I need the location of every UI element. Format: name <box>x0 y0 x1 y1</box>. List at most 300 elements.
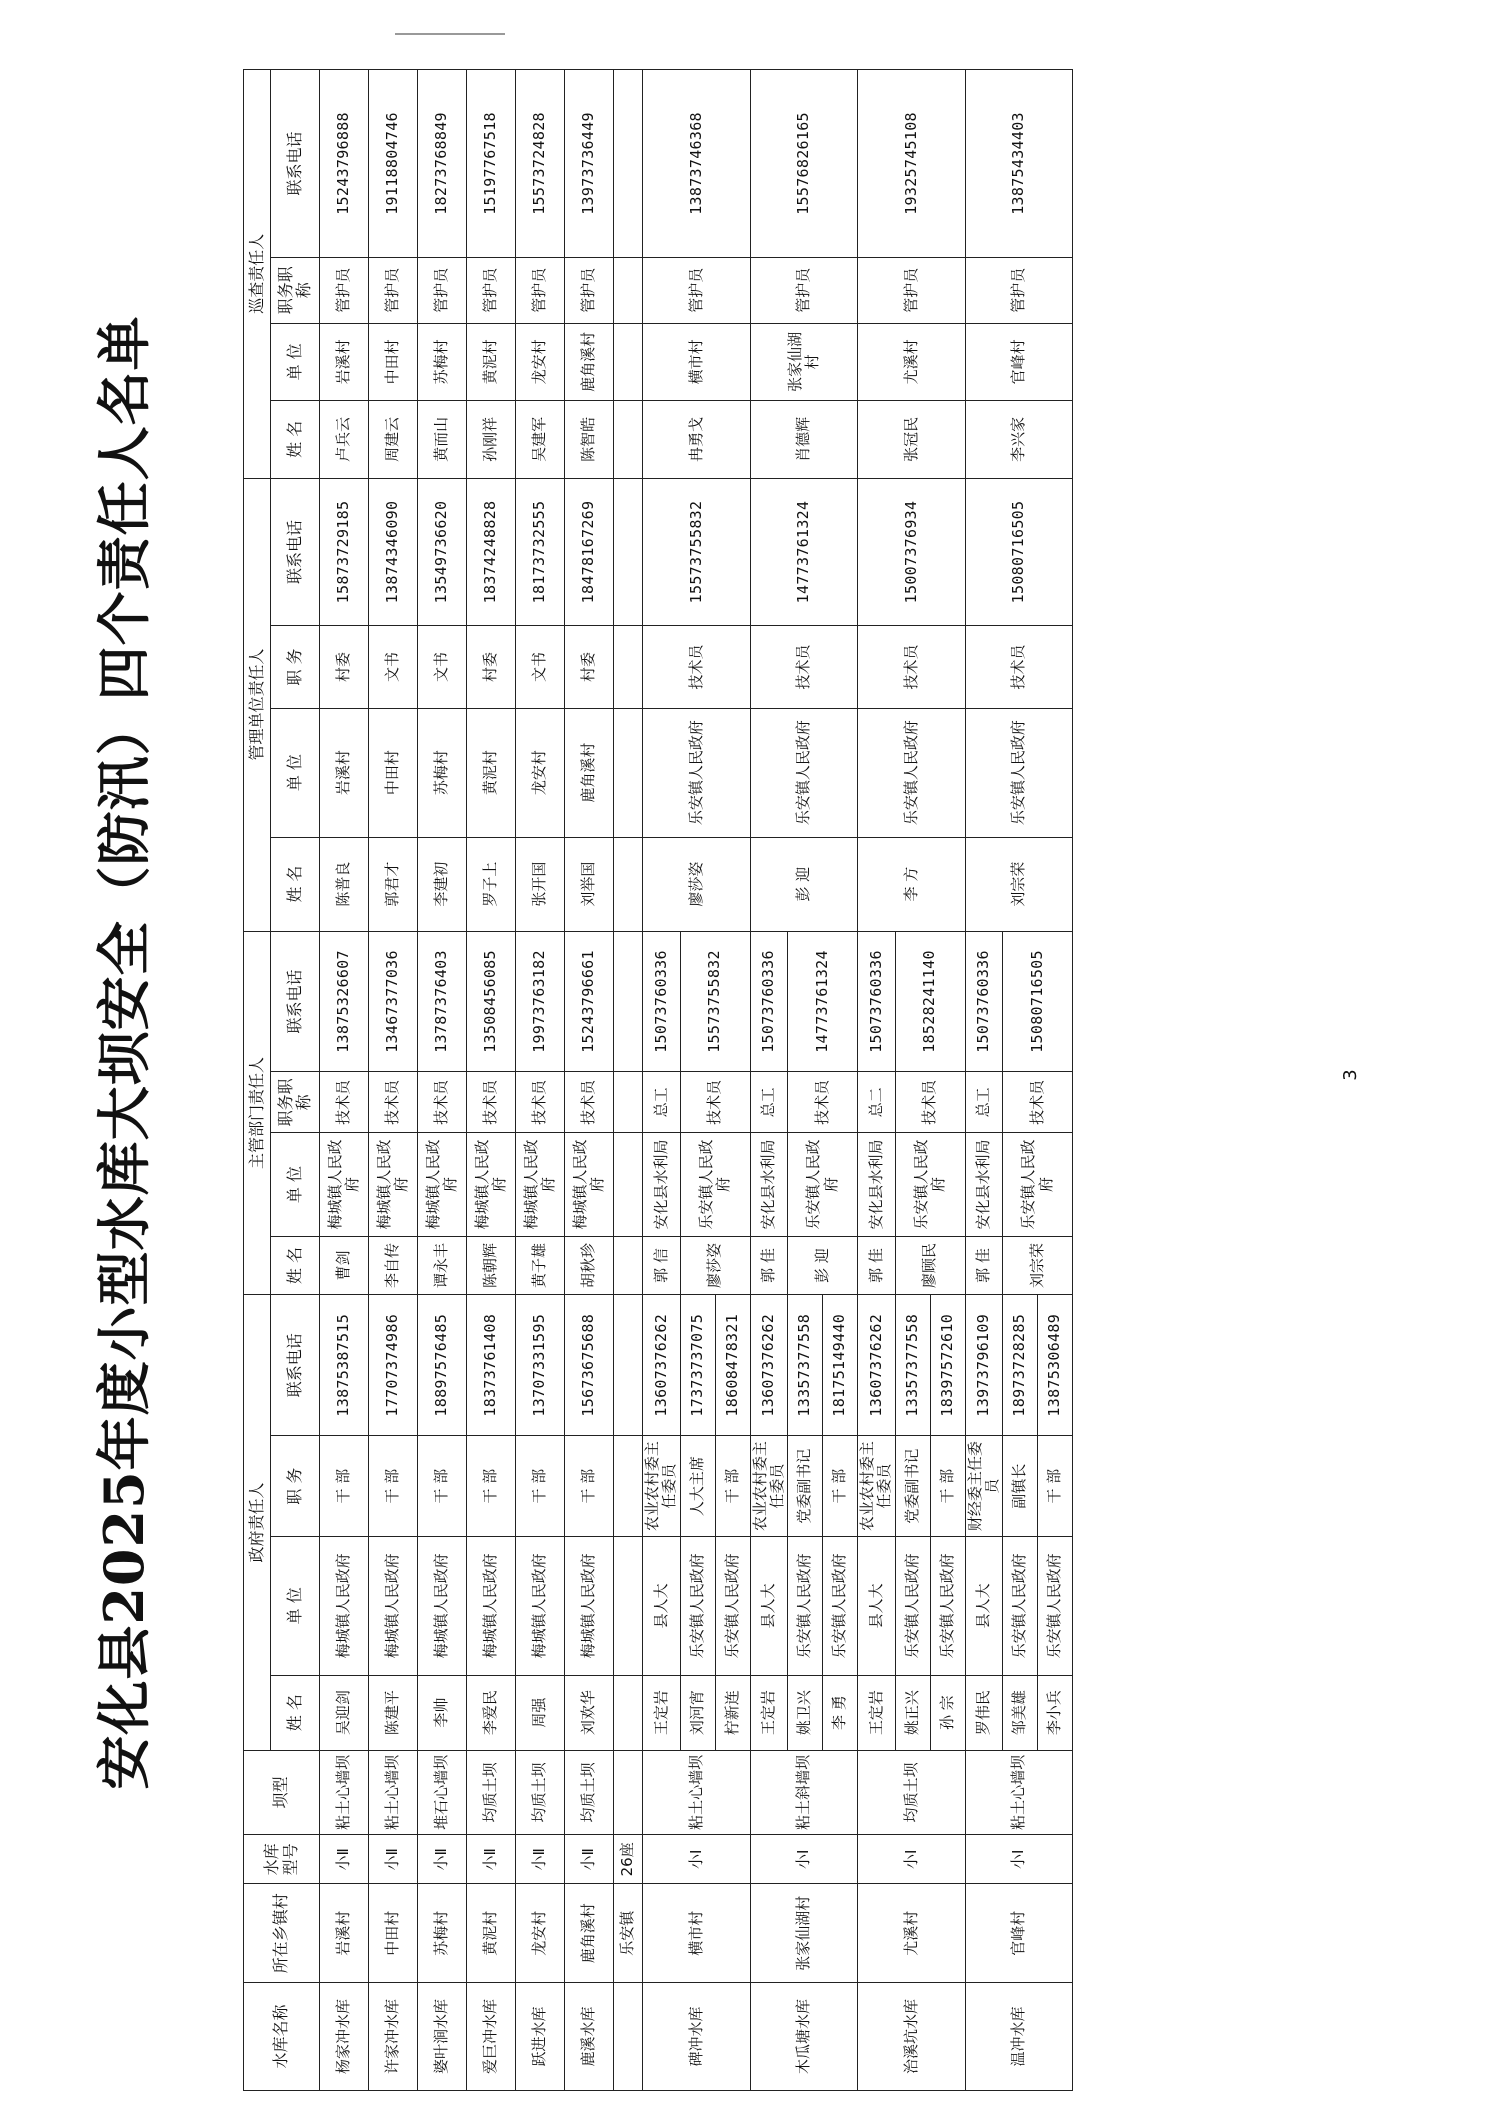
dam-type-cell: 粘土心墙坝 <box>643 1750 751 1834</box>
village-cell: 官峰村 <box>965 1884 1073 1983</box>
village-cell: 龙安村 <box>516 1884 565 1983</box>
group-row <box>614 70 643 2091</box>
mgmt-post-cell: 技术员 <box>965 626 1073 708</box>
patrol-unit-cell: 横市村 <box>643 323 751 400</box>
patrol-post-cell: 管护员 <box>369 257 418 323</box>
blank-cell <box>614 1537 643 1675</box>
dept-post-cell: 技术员 <box>1003 1072 1073 1133</box>
gov-phone-cell: 15673675688 <box>565 1295 614 1436</box>
dept-unit-cell: 梅城镇人民政府 <box>320 1133 369 1236</box>
gov-post-cell: 干 部 <box>516 1436 565 1537</box>
reservoir-name-cell: 许家冲水库 <box>369 1983 418 2091</box>
patrol-phone-cell: 13873746368 <box>643 70 751 258</box>
dept-name-cell: 郭 佳 <box>750 1236 788 1295</box>
dept-phone-cell: 14773761324 <box>788 931 858 1072</box>
header-reservoir-name: 水库名称 <box>244 1983 320 2091</box>
blank-cell <box>614 478 643 626</box>
patrol-phone-cell: 15576826165 <box>750 70 858 258</box>
mgmt-name-cell: 李建初 <box>418 837 467 931</box>
patrol-unit-cell: 鹿角溪村 <box>565 323 614 400</box>
blank-cell <box>614 708 643 837</box>
mgmt-name-cell: 彭 迎 <box>750 837 858 931</box>
dept-phone-cell: 15080716505 <box>1003 931 1073 1072</box>
dept-post-cell: 技术员 <box>788 1072 858 1133</box>
scan-edge-mark <box>395 19 505 35</box>
gov-post-cell: 干 部 <box>930 1436 965 1537</box>
header-dam-type: 坝型 <box>244 1750 320 1834</box>
blank-cell <box>614 1436 643 1537</box>
dam-type-cell: 粘土心墙坝 <box>369 1750 418 1834</box>
gov-name-cell: 王定岩 <box>858 1675 896 1750</box>
reservoir-type-cell: 小Ⅰ <box>965 1835 1073 1884</box>
gov-post-cell: 农业农村委主任委员 <box>858 1436 896 1537</box>
dept-phone-cell: 13787376403 <box>418 931 467 1072</box>
header-mgmt-phone: 联系电话 <box>271 478 320 626</box>
dept-phone-cell: 13467377036 <box>369 931 418 1072</box>
gov-unit-cell: 梅城镇人民政府 <box>418 1537 467 1675</box>
patrol-name-cell: 孙刚祥 <box>467 401 516 478</box>
gov-post-cell: 干 部 <box>369 1436 418 1537</box>
gov-name-cell: 陈建平 <box>369 1675 418 1750</box>
gov-unit-cell: 梅城镇人民政府 <box>369 1537 418 1675</box>
blank-cell <box>614 1750 643 1834</box>
dept-post-cell: 总二 <box>858 1072 896 1133</box>
reservoir-type-cell: 小Ⅰ <box>643 1835 751 1884</box>
gov-unit-cell: 梅城镇人民政府 <box>565 1537 614 1675</box>
dept-phone-cell: 13508456085 <box>467 931 516 1072</box>
table-row <box>516 70 565 2091</box>
gov-phone-cell: 18897576485 <box>418 1295 467 1436</box>
gov-unit-cell: 乐安镇人民政府 <box>1003 1537 1038 1675</box>
header-gov-name: 姓 名 <box>271 1675 320 1750</box>
patrol-post-cell: 管护员 <box>965 257 1073 323</box>
village-cell: 黄泥村 <box>467 1884 516 1983</box>
dept-name-cell: 刘宗荣 <box>1003 1236 1073 1295</box>
gov-post-cell: 干 部 <box>1038 1436 1073 1537</box>
gov-post-cell: 干 部 <box>418 1436 467 1537</box>
mgmt-name-cell: 陈普良 <box>320 837 369 931</box>
mgmt-phone-cell: 14773761324 <box>750 478 858 626</box>
gov-post-cell: 干 部 <box>715 1436 750 1537</box>
dept-unit-cell: 梅城镇人民政府 <box>516 1133 565 1236</box>
gov-phone-cell: 13875306489 <box>1038 1295 1073 1436</box>
mgmt-unit-cell: 乐安镇人民政府 <box>965 708 1073 837</box>
gov-post-cell: 党委副书记 <box>788 1436 823 1537</box>
dam-type-cell: 均质土坝 <box>858 1750 966 1834</box>
dept-unit-cell: 梅城镇人民政府 <box>369 1133 418 1236</box>
dept-unit-cell: 乐安镇人民政府 <box>788 1133 858 1236</box>
gov-post-cell: 党委副书记 <box>895 1436 930 1537</box>
blank-cell <box>614 1675 643 1750</box>
header-reservoir-type: 水库型号 <box>244 1835 320 1884</box>
dept-name-cell: 谭永丰 <box>418 1236 467 1295</box>
gov-phone-cell: 13607376262 <box>750 1295 788 1436</box>
dept-name-cell: 廖莎姿 <box>680 1236 750 1295</box>
header-patrol-post: 职务职称 <box>271 257 320 323</box>
dept-post-cell: 技术员 <box>516 1072 565 1133</box>
reservoir-name-cell: 爱巨冲水库 <box>467 1983 516 2091</box>
header-gov-post: 职 务 <box>271 1436 320 1537</box>
patrol-unit-cell: 苏梅村 <box>418 323 467 400</box>
dept-unit-cell: 安化县水利局 <box>858 1133 896 1236</box>
patrol-phone-cell: 13973736449 <box>565 70 614 258</box>
header-dept-name: 姓 名 <box>271 1236 320 1295</box>
gov-unit-cell: 乐安镇人民政府 <box>823 1537 858 1675</box>
mgmt-unit-cell: 中田村 <box>369 708 418 837</box>
table-row <box>320 70 369 2091</box>
header-patrol-group: 巡查责任人 <box>244 70 271 479</box>
mgmt-post-cell: 村委 <box>467 626 516 708</box>
mgmt-post-cell: 村委 <box>320 626 369 708</box>
patrol-unit-cell: 龙安村 <box>516 323 565 400</box>
gov-name-cell: 孙 宗 <box>930 1675 965 1750</box>
dept-name-cell: 胡秋珍 <box>565 1236 614 1295</box>
reservoir-type-cell: 小Ⅱ <box>467 1835 516 1884</box>
dept-name-cell: 郭 信 <box>643 1236 681 1295</box>
mgmt-unit-cell: 乐安镇人民政府 <box>643 708 751 837</box>
patrol-name-cell: 吴建军 <box>516 401 565 478</box>
dept-unit-cell: 梅城镇人民政府 <box>467 1133 516 1236</box>
gov-name-cell: 吴迎剑 <box>320 1675 369 1750</box>
reservoir-name-cell: 跃进水库 <box>516 1983 565 2091</box>
patrol-post-cell: 管护员 <box>858 257 966 323</box>
village-cell: 鹿角溪村 <box>565 1884 614 1983</box>
mgmt-phone-cell: 13549736620 <box>418 478 467 626</box>
dept-unit-cell: 安化县水利局 <box>965 1133 1003 1236</box>
patrol-name-cell: 陈智皓 <box>565 401 614 478</box>
gov-phone-cell: 13875387515 <box>320 1295 369 1436</box>
blank-cell <box>614 401 643 478</box>
dept-post-cell: 技术员 <box>565 1072 614 1133</box>
blank-cell <box>614 70 643 258</box>
header-dept-group: 主管部门责任人 <box>244 931 271 1295</box>
patrol-post-cell: 管护员 <box>320 257 369 323</box>
dam-type-cell: 粘土斜墙坝 <box>750 1750 858 1834</box>
mgmt-phone-cell: 15007376934 <box>858 478 966 626</box>
blank-cell <box>614 323 643 400</box>
dept-name-cell: 李自传 <box>369 1236 418 1295</box>
patrol-phone-cell: 19325745108 <box>858 70 966 258</box>
patrol-name-cell: 周建云 <box>369 401 418 478</box>
dam-type-cell: 均质土坝 <box>516 1750 565 1834</box>
gov-phone-cell: 17707374986 <box>369 1295 418 1436</box>
reservoir-name-cell: 温冲水库 <box>965 1983 1073 2091</box>
reservoir-name-cell: 鹿溪水库 <box>565 1983 614 2091</box>
dept-name-cell: 廖顾民 <box>895 1236 965 1295</box>
blank-cell <box>614 257 643 323</box>
dept-unit-cell: 梅城镇人民政府 <box>418 1133 467 1236</box>
reservoir-type-cell: 小Ⅱ <box>516 1835 565 1884</box>
table-row <box>369 70 418 2091</box>
blank-cell <box>614 1236 643 1295</box>
village-cell: 中田村 <box>369 1884 418 1983</box>
gov-unit-cell: 乐安镇人民政府 <box>788 1537 823 1675</box>
table-header <box>244 70 320 2091</box>
header-dept-unit: 单 位 <box>271 1133 320 1236</box>
blank-cell <box>614 626 643 708</box>
village-cell: 苏梅村 <box>418 1884 467 1983</box>
gov-phone-cell: 13607376262 <box>858 1295 896 1436</box>
mgmt-phone-cell: 15873729185 <box>320 478 369 626</box>
patrol-unit-cell: 张家仙湖村 <box>750 323 858 400</box>
dept-phone-cell: 18528241140 <box>895 931 965 1072</box>
dam-type-cell: 均质土坝 <box>565 1750 614 1834</box>
mgmt-name-cell: 刘宗荣 <box>965 837 1073 931</box>
dept-name-cell: 陈朝辉 <box>467 1236 516 1295</box>
gov-name-cell: 王定岩 <box>643 1675 681 1750</box>
gov-phone-cell: 13607376262 <box>643 1295 681 1436</box>
gov-unit-cell: 乐安镇人民政府 <box>895 1537 930 1675</box>
gov-unit-cell: 县人大 <box>643 1537 681 1675</box>
patrol-phone-cell: 19118804746 <box>369 70 418 258</box>
mgmt-post-cell: 文书 <box>516 626 565 708</box>
mgmt-post-cell: 技术员 <box>858 626 966 708</box>
reservoir-type-cell: 小Ⅱ <box>369 1835 418 1884</box>
dept-phone-cell: 15573755832 <box>680 931 750 1072</box>
patrol-name-cell: 黄而山 <box>418 401 467 478</box>
dept-name-cell: 郭 佳 <box>858 1236 896 1295</box>
patrol-phone-cell: 15197767518 <box>467 70 516 258</box>
gov-phone-cell: 17373737075 <box>680 1295 715 1436</box>
page-number: 3 <box>1340 1069 1361 1081</box>
dept-unit-cell: 安化县水利局 <box>750 1133 788 1236</box>
gov-name-cell: 邹美雄 <box>1003 1675 1038 1750</box>
village-cell: 张家仙湖村 <box>750 1884 858 1983</box>
header-gov-unit: 单 位 <box>271 1537 320 1675</box>
header-gov-group: 政府责任人 <box>244 1295 271 1750</box>
dept-post-cell: 总工 <box>965 1072 1003 1133</box>
patrol-unit-cell: 岩溪村 <box>320 323 369 400</box>
dam-type-cell: 均质土坝 <box>467 1750 516 1834</box>
patrol-phone-cell: 18273768849 <box>418 70 467 258</box>
blank-cell <box>614 1072 643 1133</box>
mgmt-unit-cell: 乐安镇人民政府 <box>858 708 966 837</box>
mgmt-phone-cell: 15080716505 <box>965 478 1073 626</box>
reservoir-type-cell: 小Ⅱ <box>320 1835 369 1884</box>
gov-unit-cell: 乐安镇人民政府 <box>715 1537 750 1675</box>
gov-post-cell: 干 部 <box>823 1436 858 1537</box>
dept-name-cell: 曹剑 <box>320 1236 369 1295</box>
mgmt-post-cell: 文书 <box>369 626 418 708</box>
mgmt-name-cell: 李 方 <box>858 837 966 931</box>
patrol-unit-cell: 中田村 <box>369 323 418 400</box>
gov-name-cell: 刘河宵 <box>680 1675 715 1750</box>
gov-unit-cell: 县人大 <box>965 1537 1003 1675</box>
reservoir-name-cell: 碑冲水库 <box>643 1983 751 2091</box>
mgmt-name-cell: 廖莎姿 <box>643 837 751 931</box>
dept-unit-cell: 乐安镇人民政府 <box>1003 1133 1073 1236</box>
gov-name-cell: 李 勇 <box>823 1675 858 1750</box>
blank-cell <box>614 1295 643 1436</box>
reservoir-type-cell: 小Ⅱ <box>565 1835 614 1884</box>
dept-post-cell: 技术员 <box>680 1072 750 1133</box>
header-patrol-name: 姓 名 <box>271 401 320 478</box>
dept-phone-cell: 15073760336 <box>858 931 896 1072</box>
gov-name-cell: 姚正兴 <box>895 1675 930 1750</box>
mgmt-unit-cell: 乐安镇人民政府 <box>750 708 858 837</box>
reservoir-name-cell: 治溪坑水库 <box>858 1983 966 2091</box>
gov-post-cell: 干 部 <box>467 1436 516 1537</box>
gov-name-cell: 王定岩 <box>750 1675 788 1750</box>
gov-post-cell: 农业农村委主任委员 <box>750 1436 788 1537</box>
responsibility-table <box>243 69 1073 2091</box>
dept-post-cell: 技术员 <box>895 1072 965 1133</box>
gov-name-cell: 李帅 <box>418 1675 467 1750</box>
mgmt-phone-cell: 18173732555 <box>516 478 565 626</box>
mgmt-name-cell: 张开国 <box>516 837 565 931</box>
patrol-post-cell: 管护员 <box>516 257 565 323</box>
dept-unit-cell: 乐安镇人民政府 <box>680 1133 750 1236</box>
mgmt-unit-cell: 岩溪村 <box>320 708 369 837</box>
gov-post-cell: 干 部 <box>320 1436 369 1537</box>
gov-post-cell: 干 部 <box>565 1436 614 1537</box>
village-cell: 横市村 <box>643 1884 751 1983</box>
gov-name-cell: 罗伟民 <box>965 1675 1003 1750</box>
gov-phone-cell: 13973796109 <box>965 1295 1003 1436</box>
dept-phone-cell: 13875326607 <box>320 931 369 1072</box>
dept-post-cell: 总工 <box>643 1072 681 1133</box>
gov-phone-cell: 18973728285 <box>1003 1295 1038 1436</box>
blank-cell <box>614 1983 643 2091</box>
dept-name-cell: 彭 迎 <box>788 1236 858 1295</box>
reservoir-name-cell: 木瓜塘水库 <box>750 1983 858 2091</box>
dept-post-cell: 技术员 <box>418 1072 467 1133</box>
patrol-unit-cell: 官峰村 <box>965 323 1073 400</box>
header-patrol-unit: 单 位 <box>271 323 320 400</box>
gov-phone-cell: 13357377558 <box>788 1295 823 1436</box>
table-row <box>467 70 516 2091</box>
patrol-unit-cell: 黄泥村 <box>467 323 516 400</box>
dept-unit-cell: 安化县水利局 <box>643 1133 681 1236</box>
mgmt-post-cell: 技术员 <box>643 626 751 708</box>
dam-type-cell: 粘土心墙坝 <box>965 1750 1073 1834</box>
dept-phone-cell: 15073760336 <box>750 931 788 1072</box>
count-label-cell: 26座 <box>614 1835 643 1884</box>
mgmt-phone-cell: 18478167269 <box>565 478 614 626</box>
gov-phone-cell: 18608478321 <box>715 1295 750 1436</box>
patrol-name-cell: 肖德辉 <box>750 401 858 478</box>
dam-type-cell: 粘土心墙坝 <box>320 1750 369 1834</box>
dept-unit-cell: 梅城镇人民政府 <box>565 1133 614 1236</box>
dept-post-cell: 技术员 <box>369 1072 418 1133</box>
header-dept-post: 职务职称 <box>271 1072 320 1133</box>
patrol-phone-cell: 13875434403 <box>965 70 1073 258</box>
table-row <box>565 70 614 2091</box>
gov-unit-cell: 县人大 <box>750 1537 788 1675</box>
gov-name-cell: 姚卫兴 <box>788 1675 823 1750</box>
patrol-name-cell: 李兴家 <box>965 401 1073 478</box>
header-location-village: 所在乡镇村 <box>244 1884 320 1983</box>
blank-cell <box>614 837 643 931</box>
dam-type-cell: 堆石心墙坝 <box>418 1750 467 1834</box>
gov-unit-cell: 梅城镇人民政府 <box>516 1537 565 1675</box>
gov-phone-cell: 18397572610 <box>930 1295 965 1436</box>
gov-post-cell: 财经委主任委员 <box>965 1436 1003 1537</box>
dept-post-cell: 总工 <box>750 1072 788 1133</box>
mgmt-name-cell: 郭君才 <box>369 837 418 931</box>
gov-unit-cell: 梅城镇人民政府 <box>320 1537 369 1675</box>
gov-unit-cell: 乐安镇人民政府 <box>680 1537 715 1675</box>
mgmt-unit-cell: 鹿角溪村 <box>565 708 614 837</box>
gov-post-cell: 人大主席 <box>680 1436 715 1537</box>
dept-unit-cell: 乐安镇人民政府 <box>895 1133 965 1236</box>
header-mgmt-post: 职 务 <box>271 626 320 708</box>
gov-unit-cell: 乐安镇人民政府 <box>1038 1537 1073 1675</box>
reservoir-type-cell: 小Ⅰ <box>750 1835 858 1884</box>
header-mgmt-group: 管理单位责任人 <box>244 478 271 931</box>
gov-unit-cell: 县人大 <box>858 1537 896 1675</box>
patrol-name-cell: 张冠民 <box>858 401 966 478</box>
mgmt-unit-cell: 苏梅村 <box>418 708 467 837</box>
header-mgmt-name: 姓 名 <box>271 837 320 931</box>
dept-phone-cell: 19973763182 <box>516 931 565 1072</box>
gov-phone-cell: 13707331595 <box>516 1295 565 1436</box>
patrol-name-cell: 冉勇戈 <box>643 401 751 478</box>
patrol-unit-cell: 尤溪村 <box>858 323 966 400</box>
gov-post-cell: 副镇长 <box>1003 1436 1038 1537</box>
patrol-name-cell: 卢兵云 <box>320 401 369 478</box>
dept-post-cell: 技术员 <box>320 1072 369 1133</box>
mgmt-name-cell: 罗子上 <box>467 837 516 931</box>
town-label-cell: 乐安镇 <box>614 1884 643 1983</box>
village-cell: 岩溪村 <box>320 1884 369 1983</box>
village-cell: 尤溪村 <box>858 1884 966 1983</box>
header-mgmt-unit: 单 位 <box>271 708 320 837</box>
gov-name-cell: 柠新连 <box>715 1675 750 1750</box>
mgmt-phone-cell: 18374248828 <box>467 478 516 626</box>
mgmt-name-cell: 刘举国 <box>565 837 614 931</box>
dept-name-cell: 黄子雄 <box>516 1236 565 1295</box>
patrol-post-cell: 管护员 <box>418 257 467 323</box>
gov-phone-cell: 18175149440 <box>823 1295 858 1436</box>
gov-name-cell: 李小兵 <box>1038 1675 1073 1750</box>
gov-phone-cell: 13357377558 <box>895 1295 930 1436</box>
patrol-phone-cell: 15243796888 <box>320 70 369 258</box>
patrol-post-cell: 管护员 <box>565 257 614 323</box>
document-title: 安化县2025年度小型水库大坝安全（防汛）四个责任人名单 <box>92 315 156 1790</box>
reservoir-name-cell: 杨家冲水库 <box>320 1983 369 2091</box>
patrol-post-cell: 管护员 <box>467 257 516 323</box>
blank-cell <box>614 931 643 1072</box>
reservoir-name-cell: 婆叶涧水库 <box>418 1983 467 2091</box>
mgmt-post-cell: 村委 <box>565 626 614 708</box>
reservoir-type-cell: 小Ⅱ <box>418 1835 467 1884</box>
dept-name-cell: 郭 佳 <box>965 1236 1003 1295</box>
gov-name-cell: 刘欢华 <box>565 1675 614 1750</box>
mgmt-post-cell: 技术员 <box>750 626 858 708</box>
dept-post-cell: 技术员 <box>467 1072 516 1133</box>
patrol-post-cell: 管护员 <box>643 257 751 323</box>
mgmt-unit-cell: 龙安村 <box>516 708 565 837</box>
gov-unit-cell: 乐安镇人民政府 <box>930 1537 965 1675</box>
dept-phone-cell: 15073760336 <box>643 931 681 1072</box>
dept-phone-cell: 15073760336 <box>965 931 1003 1072</box>
mgmt-phone-cell: 15573755832 <box>643 478 751 626</box>
header-dept-phone: 联系电话 <box>271 931 320 1072</box>
patrol-post-cell: 管护员 <box>750 257 858 323</box>
table-row <box>418 70 467 2091</box>
blank-cell <box>614 1133 643 1236</box>
reservoir-type-cell: 小Ⅰ <box>858 1835 966 1884</box>
gov-name-cell: 周强 <box>516 1675 565 1750</box>
gov-post-cell: 农业农村委主任委员 <box>643 1436 681 1537</box>
mgmt-phone-cell: 13874346090 <box>369 478 418 626</box>
table-body <box>320 70 1073 2091</box>
mgmt-unit-cell: 黄泥村 <box>467 708 516 837</box>
gov-phone-cell: 18373761408 <box>467 1295 516 1436</box>
header-patrol-phone: 联系电话 <box>271 70 320 258</box>
mgmt-post-cell: 文书 <box>418 626 467 708</box>
